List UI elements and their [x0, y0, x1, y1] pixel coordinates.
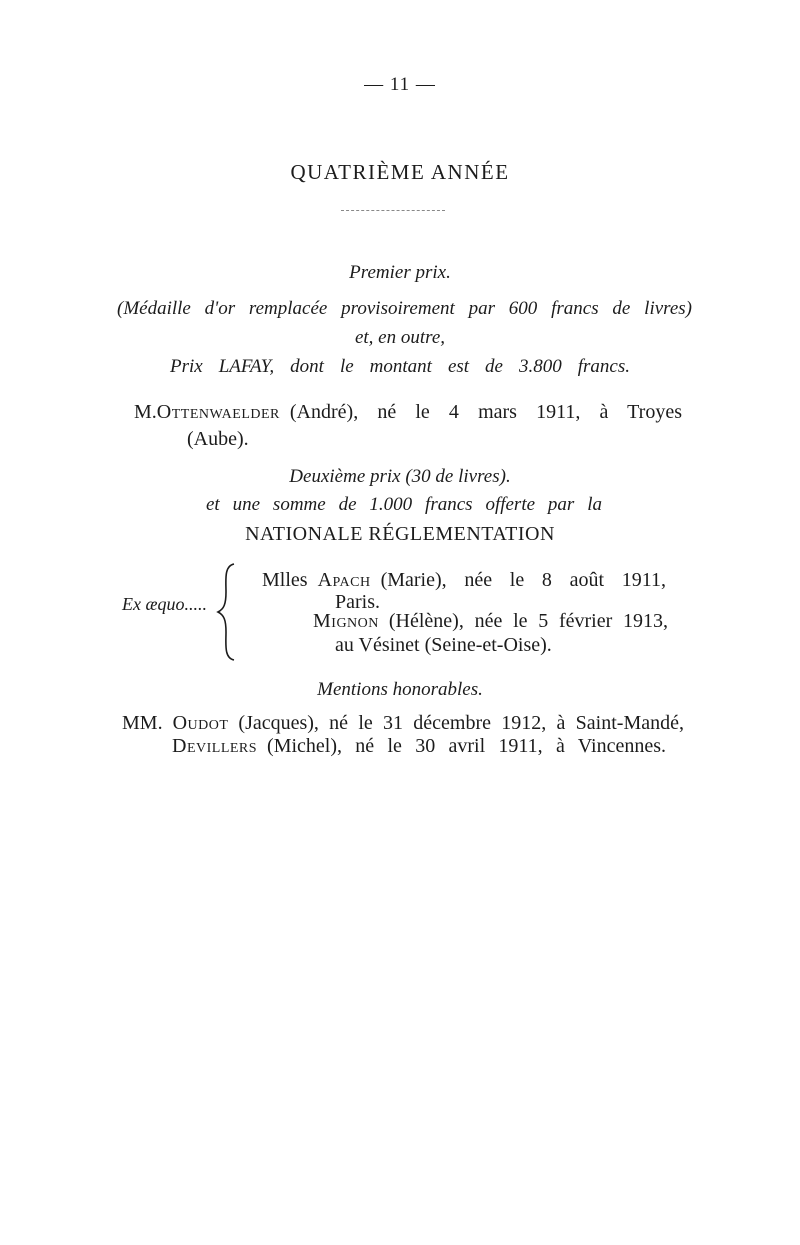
winner1-name: Apach	[317, 569, 371, 591]
first-prize-line2: et, en outre,	[354, 327, 446, 348]
mentions-title: MM.	[122, 712, 163, 734]
winner1-details: (Marie), née le 8 août 1911,	[380, 569, 666, 591]
ex-aequo-label: Ex æquo.....	[122, 594, 207, 614]
divider	[341, 210, 445, 211]
page-number: — 11 —	[364, 74, 436, 95]
winner2-details: (Hélène), née le 5 février 1913,	[388, 610, 668, 632]
first-prize-line3: Prix LAFAY, dont le montant est de 3.800 francs.	[170, 356, 630, 377]
winner-title: M.	[134, 401, 157, 423]
second-prize-winner1	[262, 569, 666, 592]
mention1-details: (Jacques), né le 31 décembre 1912, à Saint-Mandé,	[238, 712, 684, 734]
winner2-name: Mignon	[313, 610, 379, 632]
second-prize-heading: Deuxième prix (30 de livres).	[289, 466, 511, 487]
winners-title: Mlles	[262, 569, 308, 591]
winner-name: Ottenwaelder	[156, 401, 280, 423]
mention2-name: Devillers	[172, 735, 258, 757]
curly-brace	[214, 562, 240, 662]
winner-details: (André), né le 4 mars 1911, à Troyes	[289, 401, 682, 423]
winner2-place: au Vésinet (Seine-et-Oise).	[335, 634, 552, 656]
mention1-name: Oudot	[172, 712, 229, 734]
first-prize-winner-place: (Aube).	[187, 428, 249, 450]
mention1	[122, 712, 684, 735]
mention2-details: (Michel), né le 30 avril 1911, à Vincennes.	[267, 735, 666, 757]
second-prize-winner2	[313, 610, 668, 633]
mentions-heading: Mentions honorables.	[317, 679, 483, 700]
mention2	[172, 735, 666, 758]
first-prize-winner	[134, 401, 682, 424]
section-title: QUATRIÈME ANNÉE	[290, 160, 510, 184]
winner1-place: Paris.	[335, 591, 380, 613]
second-prize-line3: NATIONALE RÉGLEMENTATION	[245, 523, 555, 545]
first-prize-heading: Premier prix.	[349, 262, 451, 283]
second-prize-line2: et une somme de 1.000 francs offerte par la	[206, 494, 602, 515]
first-prize-line1: (Médaille d'or remplacée provisoirement par 600 francs de livres)	[117, 298, 692, 319]
